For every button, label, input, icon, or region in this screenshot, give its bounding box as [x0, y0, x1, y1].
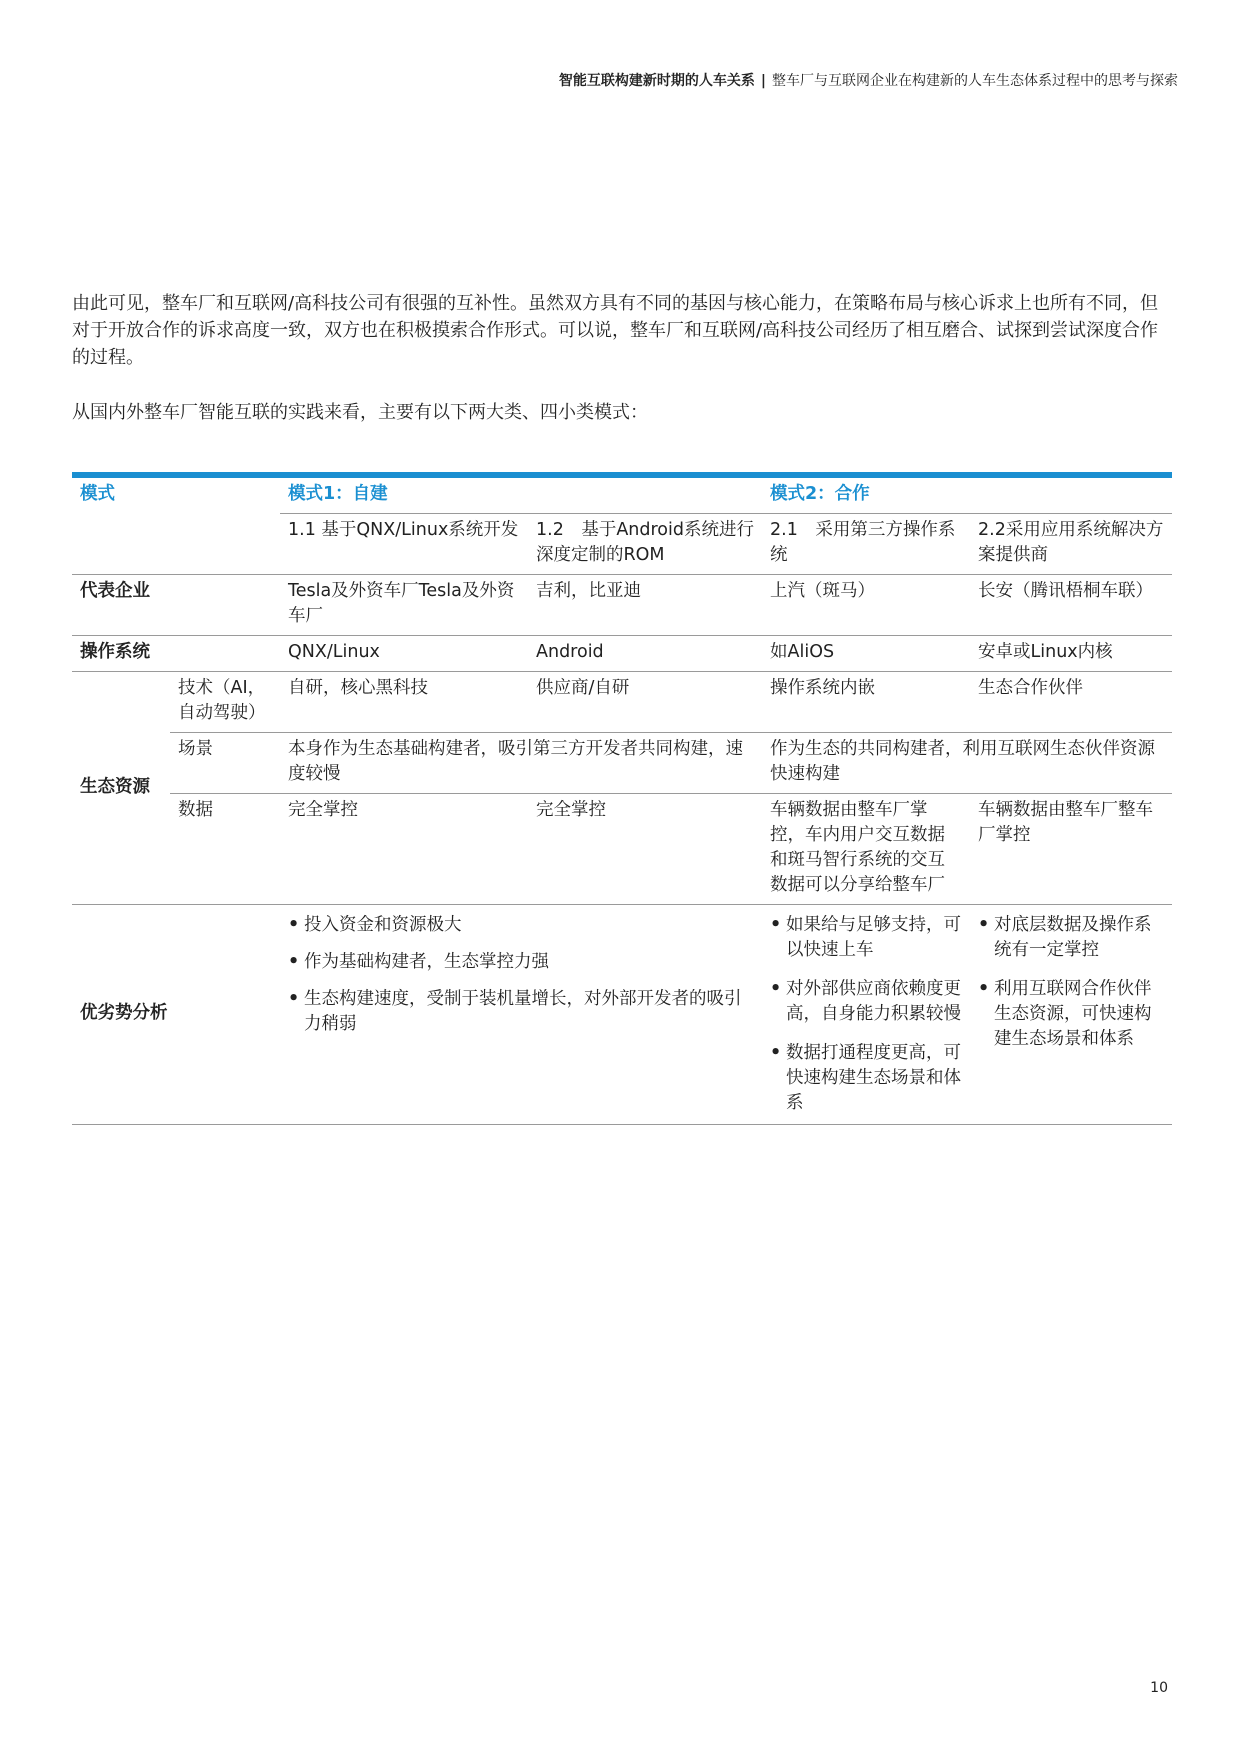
page-number: 10: [1150, 1680, 1168, 1696]
row-label-os: 操作系统: [72, 636, 280, 672]
table-cell: 自研，核心黑科技: [280, 672, 528, 733]
table-row: [72, 575, 1172, 636]
paragraph-lead: 从国内外整车厂智能互联的实践来看，主要有以下两大类、四小类模式：: [72, 402, 648, 423]
table-row: [72, 905, 1172, 1125]
table-cell: [280, 905, 762, 1125]
table-cell: Android: [528, 636, 762, 672]
row-label-eco: 生态资源: [72, 672, 170, 905]
table-cell: QNX/Linux: [280, 636, 528, 672]
sublabel-tech: 技术（AI，自动驾驶）: [170, 672, 280, 733]
subheader-1-1: 1.1 基于QNX/Linux系统开发: [280, 514, 528, 575]
table-header-row: [72, 475, 1172, 514]
table-cell: 上汽（斑马）: [762, 575, 970, 636]
table-row: [72, 733, 1172, 794]
row-label-pros: 优劣势分析: [72, 905, 280, 1125]
running-header: [62, 70, 1178, 90]
table-cell: 完全掌控: [280, 794, 528, 905]
subheader-2-2: 2.2采用应用系统解决方案提供商: [970, 514, 1172, 575]
bullet-list: [978, 913, 1164, 1052]
header-mode2: 模式2：合作: [762, 475, 1172, 514]
sublabel-data: 数据: [170, 794, 280, 905]
subheader-2-1: 2.1 采用第三方操作系统: [762, 514, 970, 575]
list-item: • 数据打通程度更高，可快速构建生态场景和体系: [770, 1041, 962, 1116]
table-cell: 如AliOS: [762, 636, 970, 672]
paragraph-intro: 由此可见，整车厂和互联网/高科技公司有很强的互补性。虽然双方具有不同的基因与核心能力，在策略布局与核心诉求上也所有不同，但对于开放合作的诉求高度一致，双方也在积极摸索合作形式。可以说，整车厂和互联网/高科技公司经历了相互磨合、试探到尝试深度合作的过程。: [72, 293, 1159, 368]
table-cell: 车辆数据由整车厂掌控，车内用户交互数据和斑马智行系统的交互数据可以分享给整车厂: [762, 794, 970, 905]
table-cell: 吉利，比亚迪: [528, 575, 762, 636]
table-cell: Tesla及外资车厂Tesla及外资车厂: [280, 575, 528, 636]
header-separator: |: [760, 73, 766, 89]
modes-table: [72, 472, 1172, 1125]
bullet-list: [288, 913, 754, 1037]
table-cell: 供应商/自研: [528, 672, 762, 733]
sublabel-scene: 场景: [170, 733, 280, 794]
list-item: • 利用互联网合作伙伴生态资源，可快速构建生态场景和体系: [978, 977, 1164, 1052]
subheader-empty: [72, 514, 280, 575]
bullet-list: [770, 913, 962, 1116]
list-item: • 对外部供应商依赖度更高，自身能力积累较慢: [770, 977, 962, 1027]
header-title: 智能互联构建新时期的人车关系: [558, 73, 755, 89]
table-subheader-row: [72, 514, 1172, 575]
table-row: [72, 636, 1172, 672]
table-row: [72, 794, 1172, 905]
table-cell: 本身作为生态基础构建者，吸引第三方开发者共同构建，速度较慢: [280, 733, 762, 794]
row-label-rep: 代表企业: [72, 575, 280, 636]
table-cell: [970, 905, 1172, 1125]
list-item: • 生态构建速度，受制于装机量增长，对外部开发者的吸引力稍弱: [288, 987, 754, 1037]
table-cell: 车辆数据由整车厂整车厂掌控: [970, 794, 1172, 905]
table-row: [72, 672, 1172, 733]
header-mode1: 模式1：自建: [280, 475, 762, 514]
header-subtitle: 整车厂与互联网企业在构建新的人车生态体系过程中的思考与探索: [772, 73, 1178, 89]
table-cell: 操作系统内嵌: [762, 672, 970, 733]
header-mode: 模式: [80, 484, 115, 504]
subheader-1-2: 1.2 基于Android系统进行深度定制的ROM: [528, 514, 762, 575]
table-cell: [762, 905, 970, 1125]
list-item: • 对底层数据及操作系统有一定掌控: [978, 913, 1164, 963]
list-item: • 如果给与足够支持，可以快速上车: [770, 913, 962, 963]
table-cell: 完全掌控: [528, 794, 762, 905]
list-item: • 作为基础构建者，生态掌控力强: [288, 950, 754, 975]
table-cell: 作为生态的共同构建者，利用互联网生态伙伴资源快速构建: [762, 733, 1172, 794]
table-cell: 长安（腾讯梧桐车联）: [970, 575, 1172, 636]
table-cell: 生态合作伙伴: [970, 672, 1172, 733]
list-item: • 投入资金和资源极大: [288, 913, 754, 938]
table-cell: 安卓或Linux内核: [970, 636, 1172, 672]
